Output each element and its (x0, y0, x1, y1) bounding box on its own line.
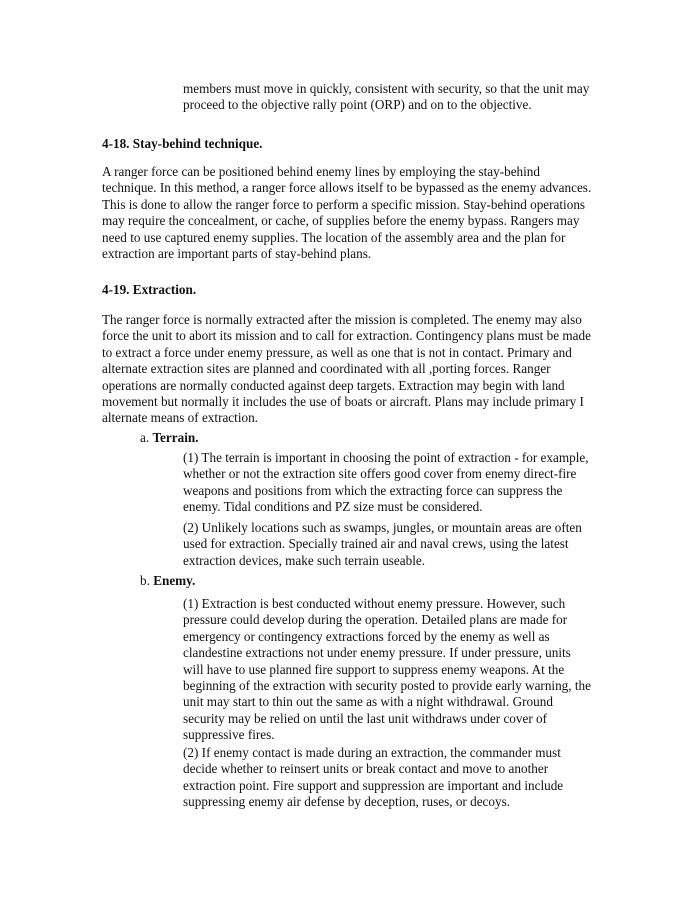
enemy-paragraph-1: (1) Extraction is best conducted without enemy pressure. However, such pressure could develop during the operation. Detailed plans are made for emergency or contingency extractions forced by the enemy as well as clandestine extractions not under enemy pressure. If under pressure, units will have to use planned fire support to suppress enemy weapons. At the beginning of the extraction with security posted to provide early warning, the unit may start to thin out the same as with a night withdrawal. Ground security may be relied on until the last unit withdraws under cover of suppressive fires. (183, 596, 591, 743)
terrain-subheading (140, 430, 590, 446)
enemy-prefix: b. (140, 573, 154, 588)
enemy-paragraph-2: (2) If enemy contact is made during an extraction, the commander must decide whether to reinsert units or break contact and move to another extraction point. Fire support and suppression are important and include suppressing enemy air defense by deception, ruses, or decoys. (183, 745, 564, 810)
terrain-prefix: a. (140, 430, 153, 445)
terrain-paragraph-1: (1) The terrain is important in choosing the point of extraction - for example, whether or not the extraction site offers good cover from enemy direct-fire weapons and positions from which the extracting force can suppress the enemy. Tidal conditions and PZ size must be considered. (183, 450, 589, 515)
enemy-title: Enemy. (153, 573, 196, 588)
continuation-paragraph: members must move in quickly, consistent with security, so that the unit may proceed to the objective rally point (ORP) and on to the objective. (183, 81, 590, 113)
section-4-19-heading: 4-19. Extraction. (102, 282, 197, 297)
enemy-subheading (140, 573, 590, 589)
section-4-18-heading: 4-18. Stay-behind technique. (102, 136, 263, 151)
section-4-19-body: The ranger force is normally extracted after the mission is completed. The enemy may also force the unit to abort its mission and to call for extraction. Contingency plans must be made to extract a force under enemy pressure, as well as one that is not in contact. Primary and alternate extraction sites are planned and coordinated with all ,porting forces. Ranger operations are normally conducted against deep targets. Extraction may begin with land movement but normally it includes the use of boats or aircraft. Plans may include primary I alternate means of extraction. (102, 312, 591, 426)
terrain-title: Terrain. (152, 430, 199, 445)
section-4-18-body: A ranger force can be positioned behind enemy lines by employing the stay-behind technique. In this method, a ranger force allows itself to be bypassed as the enemy advances. This is done to allow the ranger force to perform a specific mission. Stay-behind operations may require the concealment, or cache, of supplies before the enemy bypass. Rangers may need to use captured enemy supplies. The location of the assembly area and the plan for extraction are important parts of stay-behind plans. (102, 164, 592, 262)
terrain-paragraph-2: (2) Unlikely locations such as swamps, jungles, or mountain areas are often used for extraction. Specially trained air and naval crews, using the latest extraction devices, make such terrain useable. (183, 520, 582, 568)
